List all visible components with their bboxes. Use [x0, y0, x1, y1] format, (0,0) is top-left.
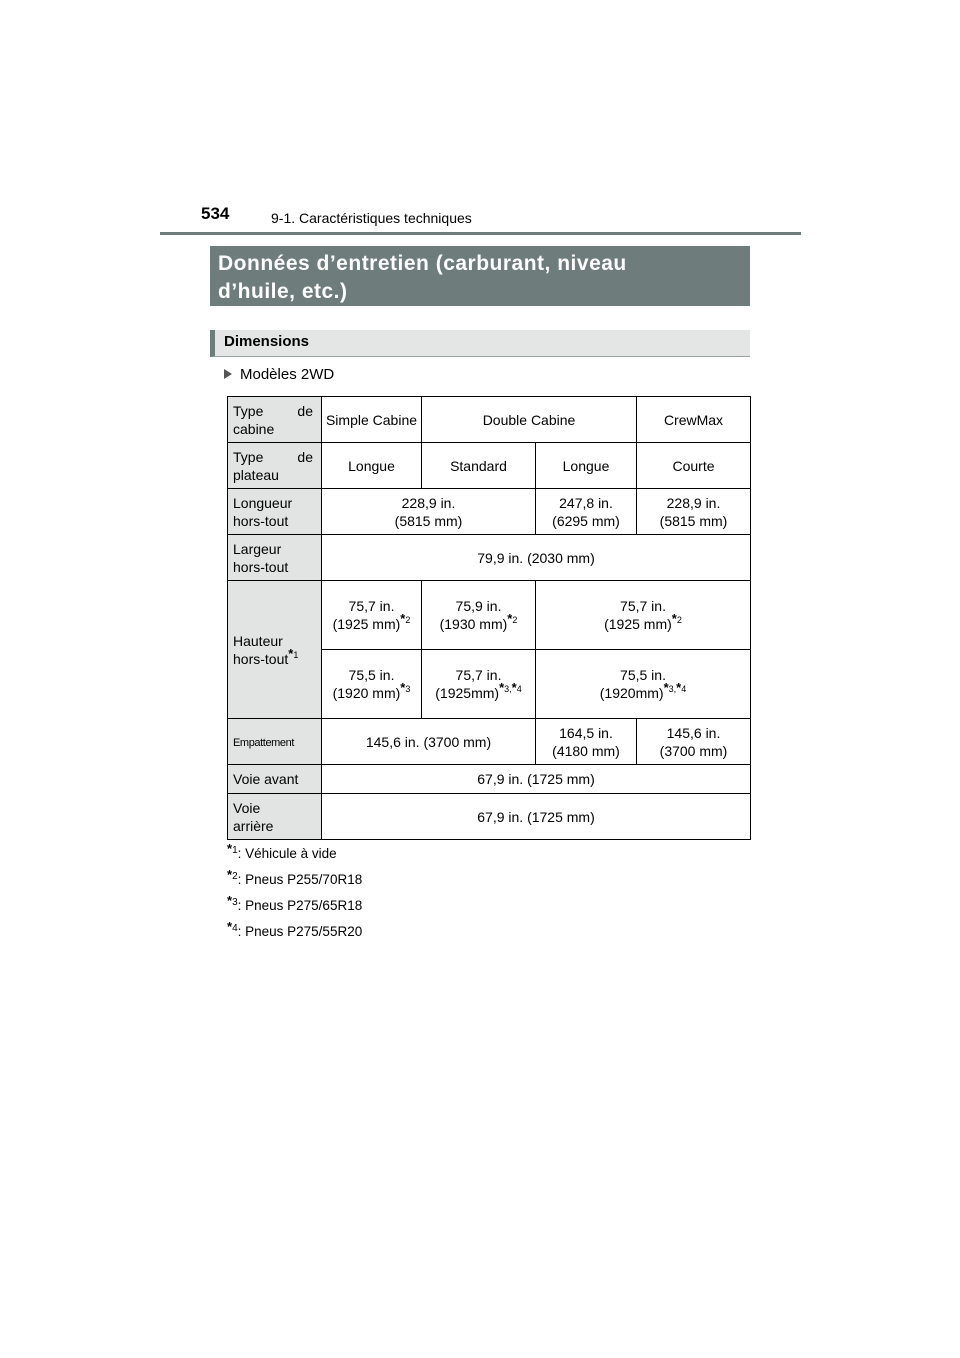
cell-bed-2: Standard — [422, 443, 536, 489]
row-label-width-line-2: hors-tout — [233, 558, 289, 575]
cell-height-a1-mm-text: (1925 mm) — [332, 616, 401, 632]
table-row-width — [228, 535, 751, 581]
cell-height-a2-mm — [424, 611, 533, 633]
footnotes — [227, 840, 363, 947]
chapter-title-line-1: Données d’entretien (carburant, niveau — [218, 252, 627, 275]
row-label-length-line-1: Longueur — [233, 494, 293, 511]
triangle-right-icon — [224, 369, 232, 379]
table-row-wheelbase — [228, 719, 751, 765]
star-symbol: * — [499, 680, 505, 696]
footnote-ref — [288, 645, 299, 661]
cell-height-b1 — [322, 650, 422, 719]
dimensions-table — [227, 396, 751, 840]
star-symbol: * — [676, 680, 682, 696]
footnote-ref — [400, 680, 411, 696]
table-row-cab-type — [228, 397, 751, 443]
row-label-bed-type: Type de plateau — [228, 443, 322, 489]
chapter-title-line-2: d’huile, etc.) — [218, 280, 348, 303]
cell-height-b1-mm-text: (1920 mm) — [332, 685, 401, 701]
cell-cab-crewmax: CrewMax — [637, 397, 751, 443]
footnote-ref-num: 4 — [516, 684, 522, 695]
cell-height-a3 — [536, 581, 751, 650]
footnote-ref — [507, 611, 518, 627]
cell-cab-simple: Simple Cabine — [322, 397, 422, 443]
cell-bed-4: Courte — [637, 443, 751, 489]
section-heading: Dimensions — [210, 330, 750, 357]
footnote-mark-num: 4 — [232, 922, 238, 934]
footnote-text: : Pneus P275/55R20 — [237, 924, 363, 939]
cell-bed-1: Longue — [322, 443, 422, 489]
row-label-height — [228, 581, 322, 719]
cell-height-a2-in: 75,9 in. — [455, 598, 502, 614]
cell-height-b1-mm — [324, 680, 419, 702]
cell-length-3-mm: (5815 mm) — [659, 512, 728, 529]
subheading-text: Modèles 2WD — [240, 366, 335, 383]
footnote-text: : Pneus P255/70R18 — [237, 872, 363, 887]
cell-height-b3-in: 75,5 in. — [620, 667, 666, 683]
cell-wheelbase-3 — [637, 719, 751, 765]
cell-width: 79,9 in. (2030 mm) — [322, 535, 751, 581]
cell-length-1-mm: (5815 mm) — [394, 512, 463, 529]
cell-height-b1-in: 75,5 in. — [348, 667, 395, 683]
footnote-mark — [227, 840, 238, 856]
footnote-ref — [671, 611, 682, 627]
row-label-height-line-2 — [233, 645, 319, 668]
star-symbol: * — [400, 680, 406, 696]
footnote-ref-num: 3 — [405, 684, 411, 695]
row-label-wheelbase — [228, 719, 322, 765]
footnote-mark — [227, 918, 238, 934]
running-header: 9-1. Caractéristiques techniques — [271, 210, 472, 226]
star-symbol: * — [400, 611, 406, 627]
cell-height-a3-mm — [538, 611, 748, 633]
cell-wheelbase-1: 145,6 in. (3700 mm) — [322, 719, 536, 765]
cell-height-a3-mm-text: (1925 mm) — [604, 616, 672, 632]
footnote-item — [227, 892, 363, 921]
footnote-ref-num: 1 — [293, 649, 299, 660]
footnote-ref-num: 3, — [668, 684, 677, 695]
header-rule — [160, 232, 801, 235]
cell-height-a1-in: 75,7 in. — [348, 598, 395, 614]
footnote-mark — [227, 866, 238, 882]
row-label-width-line-1: Largeur — [233, 540, 282, 557]
star-symbol: * — [227, 866, 233, 882]
row-label-height-line-1: Hauteur — [233, 632, 283, 649]
cell-height-b2-mm-text: (1925mm) — [435, 685, 500, 701]
star-symbol: * — [288, 645, 294, 661]
row-label-width — [228, 535, 322, 581]
cell-length-1 — [322, 489, 536, 535]
cell-length-2 — [536, 489, 637, 535]
star-symbol: * — [671, 611, 677, 627]
cell-bed-3: Longue — [536, 443, 637, 489]
footnote-ref — [400, 611, 411, 627]
footnote-ref-num: 2 — [405, 615, 411, 626]
footnote-mark-num: 3 — [232, 896, 238, 908]
star-symbol: * — [227, 840, 233, 856]
footnote-ref-num: 3, — [504, 684, 512, 695]
star-symbol: * — [227, 918, 233, 934]
star-symbol: * — [507, 611, 513, 627]
footnote-ref-num: 2 — [512, 615, 518, 626]
row-label-height-text: hors-tout — [233, 650, 289, 667]
cell-length-2-in: 247,8 in. — [559, 494, 613, 511]
footnote-ref — [499, 680, 522, 696]
row-label-length — [228, 489, 322, 535]
footnote-text: : Pneus P275/65R18 — [237, 898, 363, 913]
footnote-text: : Véhicule à vide — [237, 846, 337, 861]
row-label-wheelbase-text: Empattement — [233, 736, 295, 749]
cell-length-1-in: 228,9 in. — [401, 494, 456, 511]
cell-rear-track: 67,9 in. (1725 mm) — [322, 794, 751, 840]
subheading — [224, 366, 334, 383]
cell-height-b2 — [422, 650, 536, 719]
cell-height-b2-in: 75,7 in. — [455, 667, 502, 683]
cell-height-b3-mm-text: (1920mm) — [599, 685, 664, 701]
row-label-rear-track-line-2: arrière — [233, 817, 274, 834]
cell-wheelbase-3-in: 145,6 in. — [666, 724, 721, 741]
cell-front-track: 67,9 in. (1725 mm) — [322, 765, 751, 794]
table-row-height-a — [228, 581, 751, 650]
cell-height-a3-in: 75,7 in. — [620, 598, 666, 614]
cell-wheelbase-3-mm: (3700 mm) — [659, 742, 728, 759]
cell-length-2-mm: (6295 mm) — [552, 512, 620, 529]
cell-length-3 — [637, 489, 751, 535]
row-label-length-line-2: hors-tout — [233, 512, 289, 529]
page-number: 534 — [201, 204, 230, 223]
footnote-item — [227, 866, 363, 895]
table-row-front-track — [228, 765, 751, 794]
footnote-mark — [227, 892, 238, 908]
cell-height-a2-mm-text: (1930 mm) — [439, 616, 508, 632]
footnote-mark-num: 2 — [232, 870, 238, 882]
table-row-length — [228, 489, 751, 535]
star-symbol: * — [227, 892, 233, 908]
cell-height-b3-mm — [538, 680, 748, 702]
cell-height-a2 — [422, 581, 536, 650]
table-row-bed-type — [228, 443, 751, 489]
row-label-rear-track — [228, 794, 322, 840]
footnote-ref-num: 4 — [681, 684, 687, 695]
cell-height-b2-mm — [424, 680, 533, 702]
cell-height-a1 — [322, 581, 422, 650]
cell-cab-double: Double Cabine — [422, 397, 637, 443]
table-row-rear-track — [228, 794, 751, 840]
star-symbol: * — [663, 680, 669, 696]
chapter-title — [210, 246, 750, 306]
row-label-rear-track-line-1: Voie — [233, 799, 261, 816]
footnote-item — [227, 840, 362, 869]
row-label-front-track: Voie avant — [228, 765, 322, 794]
footnote-mark-num: 1 — [232, 844, 238, 856]
star-symbol: * — [511, 680, 517, 696]
footnote-item — [227, 918, 363, 947]
cell-wheelbase-2-mm: (4180 mm) — [552, 742, 620, 759]
footnote-ref-num: 2 — [676, 615, 682, 626]
cell-wheelbase-2-in: 164,5 in. — [559, 724, 613, 741]
footnote-ref — [663, 680, 687, 696]
cell-height-b3 — [536, 650, 751, 719]
cell-height-a1-mm — [324, 611, 419, 633]
row-label-cab-type: Type de cabine — [228, 397, 322, 443]
cell-length-3-in: 228,9 in. — [666, 494, 721, 511]
cell-wheelbase-2 — [536, 719, 637, 765]
